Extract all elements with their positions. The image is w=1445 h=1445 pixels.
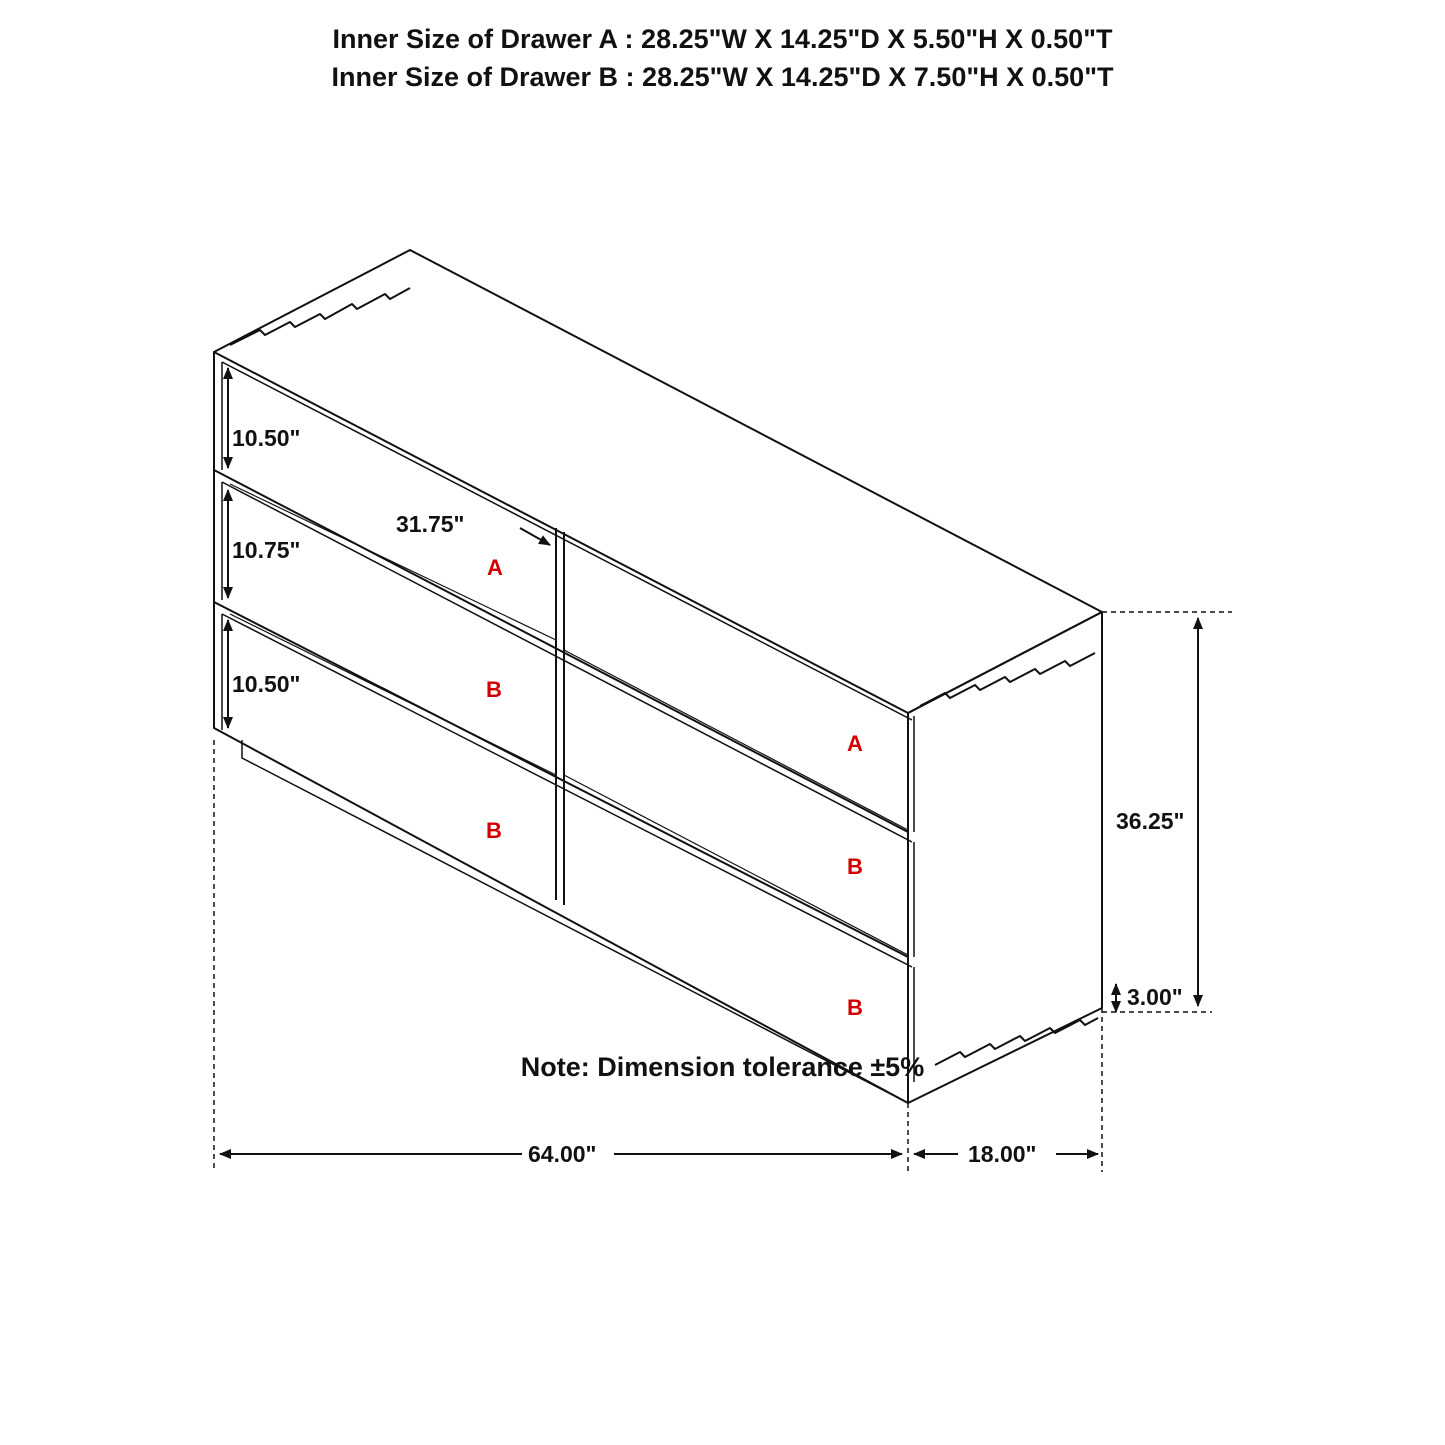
drawer-label-b: B (847, 995, 863, 1020)
middle-drawer-height-label: 10.75" (232, 537, 301, 563)
drawer-a-spec: Inner Size of Drawer A : 28.25"W X 14.25"D X 5.50"H X 0.50"T (332, 24, 1113, 54)
drawer-b-spec: Inner Size of Drawer B : 28.25"W X 14.25"D X 7.50"H X 0.50"T (331, 62, 1114, 92)
drawer-label-a: A (487, 555, 503, 580)
drawer-label-b: B (486, 677, 502, 702)
plinth-height-label: 3.00" (1127, 984, 1183, 1010)
dimension-arrows (220, 368, 1198, 1154)
drawer-label-b: B (847, 854, 863, 879)
dimension-tolerance-note: Note: Dimension tolerance ±5% (520, 1052, 925, 1082)
extension-lines (214, 612, 1232, 1172)
drawer-divider (214, 470, 908, 832)
dresser-outline (214, 250, 1102, 1103)
depth-label: 18.00" (968, 1141, 1037, 1167)
drawer-label-b: B (486, 818, 502, 843)
dresser-side (908, 612, 1102, 1103)
total-height-label: 36.25" (1116, 808, 1185, 834)
handle-groove (230, 484, 908, 955)
drawer-label-a: A (847, 731, 863, 756)
bottom-drawer-height-label: 10.50" (232, 671, 301, 697)
drawer-divider (214, 602, 908, 957)
dresser-top (214, 250, 1102, 713)
top-drawer-height-label: 10.50" (232, 425, 301, 451)
drawer-width-label: 31.75" (396, 511, 465, 537)
dresser-front (214, 352, 908, 1103)
total-width-label: 64.00" (528, 1141, 597, 1167)
